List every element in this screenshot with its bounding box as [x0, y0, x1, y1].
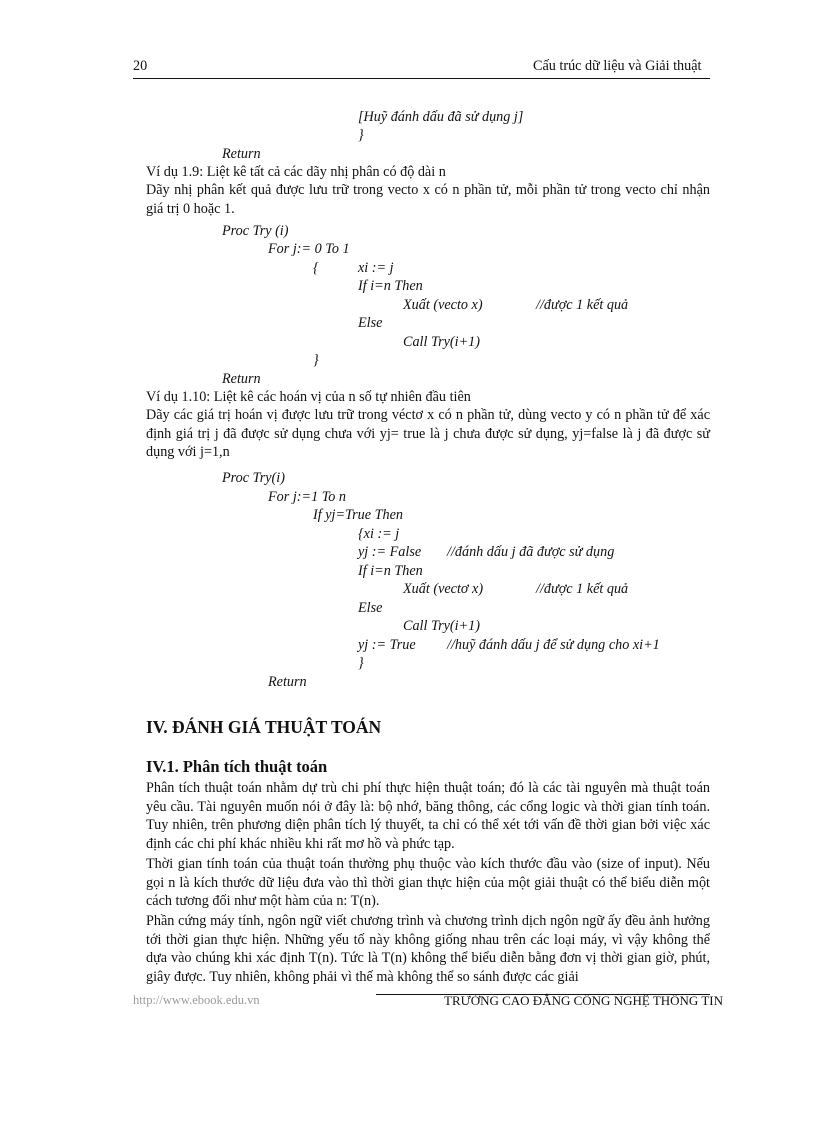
code-line: Else: [358, 315, 383, 331]
code-line: Xuất (vectơ x): [403, 581, 484, 597]
code-line: {xi := j: [358, 526, 400, 542]
code-line: For j:=1 To n: [268, 489, 347, 505]
code-line: yj := True: [358, 637, 416, 653]
body-paragraph: Phần cứng máy tính, ngôn ngữ viết chương trình và chương trình dịch ngôn ngữ ấy đều ảnh hưởng tới thời gian thực hiện. Những yếu tố này không giống nhau trên các loại máy, vì vậy không thể dựa vào chúng khi xác định T(n). Tức là T(n) không thể biểu diễn bằng đơn vị thời gian giờ, phút, giây được. Tuy nhiên, không phải vì thế mà không thể so sánh được các giải: [146, 913, 710, 985]
subsection-heading: IV.1. Phân tích thuật toán: [146, 757, 328, 776]
footer-institution: TRƯỜNG CAO ĐẲNG CÔNG NGHỆ THÔNG TIN: [444, 993, 723, 1008]
section-heading: IV. ĐÁNH GIÁ THUẬT TOÁN: [146, 717, 382, 737]
code-line: xi := j: [358, 260, 394, 276]
code-line: Proc Try(i): [222, 470, 285, 486]
code-line: }: [358, 655, 364, 671]
code-line: If i=n Then: [358, 278, 423, 294]
code-comment: //đánh dấu j đã được sử dụng: [447, 544, 615, 560]
code-comment: //được 1 kết quả: [536, 297, 629, 313]
code-line: {: [313, 260, 319, 276]
code-line: Call Try(i+1): [403, 618, 480, 634]
header-rule: [133, 78, 710, 79]
code-line: Return: [268, 674, 307, 690]
example-paragraph: Dãy nhị phân kết quả được lưu trữ trong vecto x có n phần tử, mỗi phần tử trong vecto chỉ nhận giá trị 0 hoặc 1.: [146, 182, 710, 217]
code-line: If yj=True Then: [313, 507, 403, 523]
code-line: Return: [222, 371, 261, 387]
code-line: yj := False: [358, 544, 422, 560]
code-comment: //huỹ đánh dấu j để sử dụng cho xi+1: [447, 637, 660, 653]
code-line: Xuất (vecto x): [403, 297, 483, 313]
example-paragraph: Dãy các giá trị hoán vị được lưu trữ trong véctơ x có n phần tử, dùng vecto y có n phần tử để xác định giá trị j đã được sử dụng chưa với yj= true là j chưa được sử dụng, yj=false là j đã được sử dụng với j=1,n: [146, 407, 710, 461]
code-line: If i=n Then: [358, 563, 423, 579]
code-line: Call Try(i+1): [403, 334, 480, 350]
page-number: 20: [133, 58, 148, 74]
example-title: Ví dụ 1.10: Liệt kê các hoán vị của n số tự nhiên đầu tiên: [146, 389, 471, 405]
code-line: Else: [358, 600, 383, 616]
body-paragraph: Phân tích thuật toán nhằm dự trù chi phí thực hiện thuật toán; đó là các tài nguyên mà thuật toán yêu cầu. Tài nguyên muốn nói ở đây là: bộ nhớ, băng thông, các cổng logic và thời gian tính toán. Tuy nhiên, trên phương diện phân tích lý thuyết, ta chỉ có thể xét tới vấn đề thời gian bởi việc xác định các chi phí khác nhiều khi rất mơ hồ và phức tạp.: [146, 780, 710, 852]
code-line: Proc Try (i): [222, 223, 289, 239]
code-line: For j:= 0 To 1: [268, 241, 350, 257]
code-line: }: [313, 352, 319, 368]
footer-url: http://www.ebook.edu.vn: [133, 993, 260, 1007]
code-comment: //được 1 kết quả: [536, 581, 629, 597]
code-line: }: [358, 127, 364, 143]
body-paragraph: Thời gian tính toán của thuật toán thường phụ thuộc vào kích thước đầu vào (size of input). Nếu gọi n là kích thước dữ liệu đưa vào thì thời gian thực hiện của một giải thuật có thể biểu diễn một cách tương đối như một hàm của n: T(n).: [146, 856, 710, 910]
running-title: Cấu trúc dữ liệu và Giải thuật: [533, 58, 702, 74]
code-line: [Huỹ đánh dấu đã sử dụng j]: [358, 109, 524, 125]
code-line: Return: [222, 146, 261, 162]
example-title: Ví dụ 1.9: Liệt kê tất cả các dãy nhị phân có độ dài n: [146, 164, 446, 180]
